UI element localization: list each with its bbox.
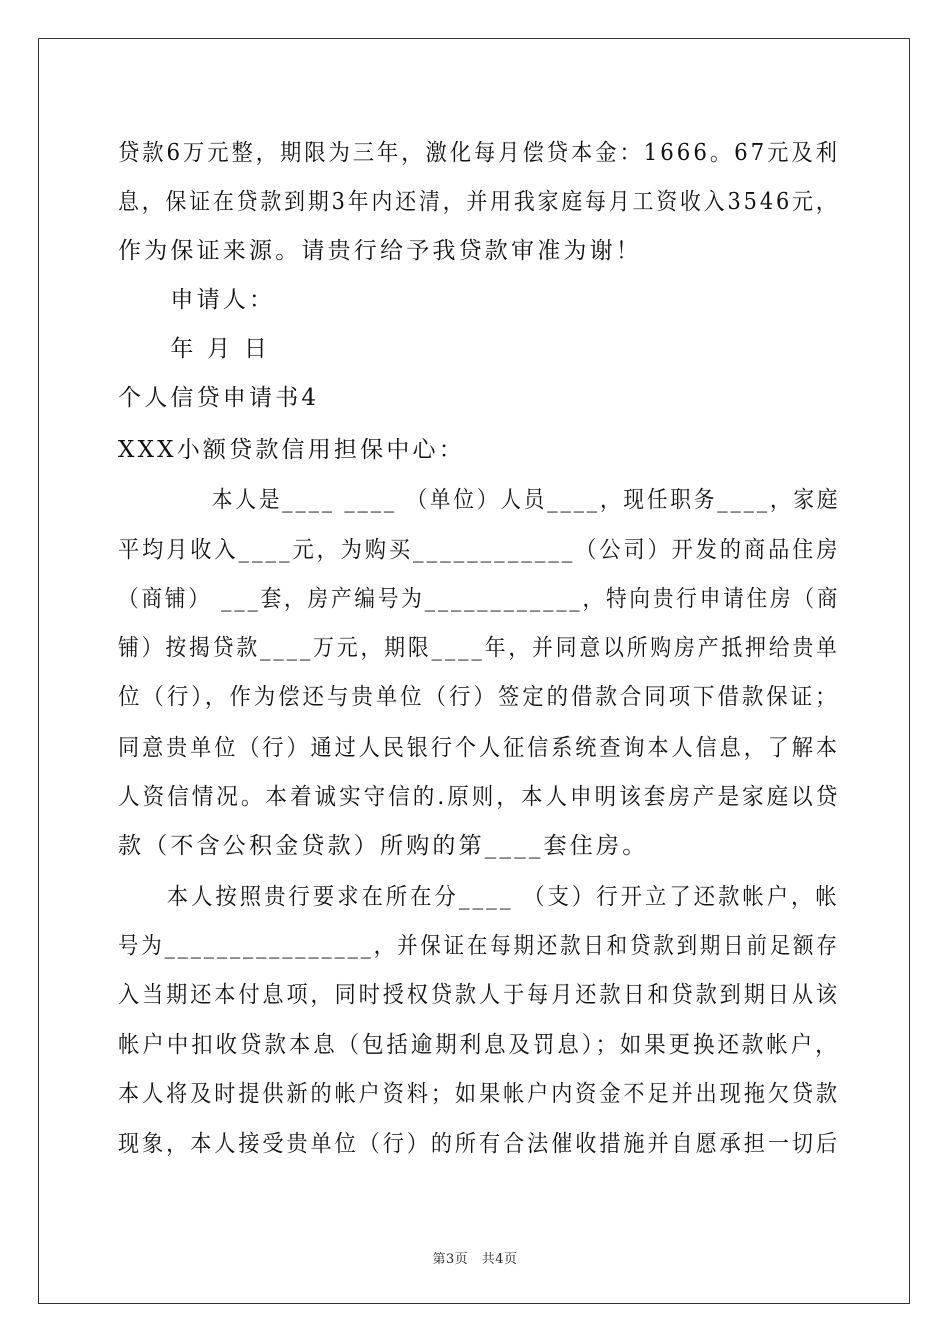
page-border — [38, 38, 910, 1304]
paragraph-line: （商铺） ___套，房产编号为____________，特向贵行申请住房（商 — [118, 586, 841, 612]
paragraph-line: 入当期还本付息项，同时授权贷款人于每月还款日和贷款到期日从该 — [118, 982, 840, 1008]
paragraph-line: 帐户中扣收贷款本息（包括逾期利息及罚息）；如果更换还款帐户， — [118, 1032, 840, 1058]
paragraph-line: 作为保证来源。请贵行给予我贷款审准为谢！ — [118, 238, 642, 264]
paragraph-line: 平均月收入____元，为购买____________（公司）开发的商品住房 — [118, 537, 841, 563]
paragraph-line: 位（行），作为偿还与贵单位（行）签定的借款合同项下借款保证； — [118, 684, 840, 710]
page-footer: 第3页 共4页 — [432, 1252, 518, 1267]
paragraph-line: 本人是____ ____ （单位）人员____，现任职务____，家庭 — [118, 487, 841, 513]
paragraph-line: 号为________________，并保证在每期还款日和贷款到期日前足额存 — [118, 933, 840, 959]
paragraph-line: 款（不含公积金贷款）所购的第____套住房。 — [118, 833, 649, 859]
paragraph-line: 本人将及时提供新的帐户资料；如果帐户内资金不足并出现拖欠贷款 — [118, 1081, 840, 1107]
paragraph-line: 息，保证在贷款到期3年内还清，并用我家庭每月工资收入3546元， — [118, 189, 840, 215]
paragraph-line: 贷款6万元整，期限为三年，激化每月偿贷本金：1666。67元及利 — [118, 140, 840, 166]
paragraph-line: 现象，本人接受贵单位（行）的所有合法催收措施并自愿承担一切后 — [118, 1131, 840, 1157]
recipient-line: XXX小额贷款信用担保中心： — [118, 437, 465, 463]
paragraph-line: 铺）按揭贷款____万元，期限____年，并同意以所购房产抵押给贵单 — [118, 635, 840, 661]
date-line: 年 月 日 — [118, 336, 271, 362]
section-title: 个人信贷申请书4 — [118, 385, 320, 411]
paragraph-line: 本人按照贵行要求在所在分____ （支）行开立了还款帐户，帐 — [118, 884, 840, 910]
paragraph-line: 人资信情况。本着诚实守信的.原则，本人申明该套房产是家庭以贷 — [118, 784, 841, 810]
paragraph-line: 同意贵单位（行）通过人民银行个人征信系统查询本人信息，了解本 — [118, 735, 840, 761]
applicant-label: 申请人： — [118, 287, 276, 313]
